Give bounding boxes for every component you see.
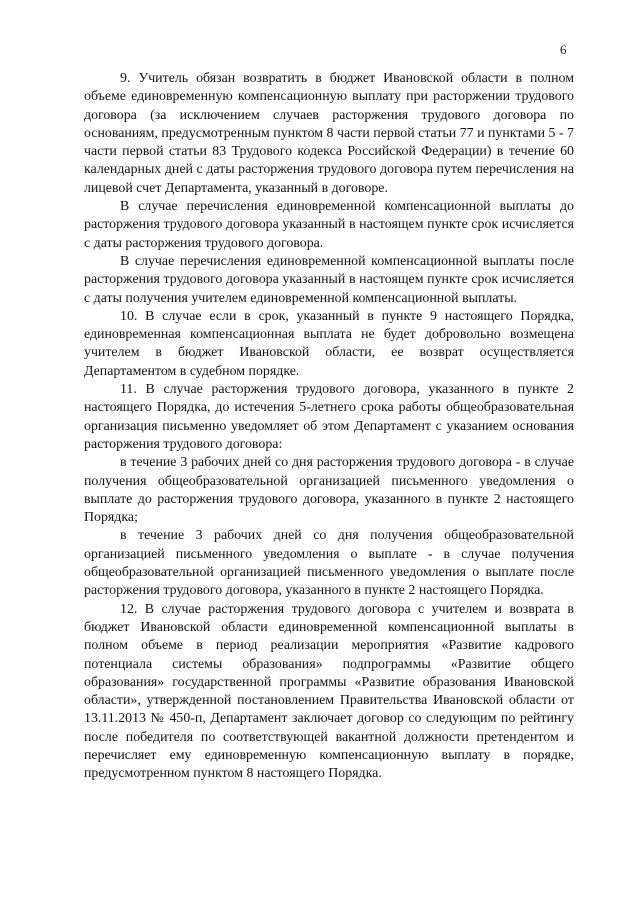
paragraph-12: 12. В случае расторжения трудового договора с учителем и возврата в бюджет Ивановской области единовременной компенсационной выплаты в полном объеме в период реализации мероприятия «Развитие кадрового потенциала системы образования» подпрограммы «Развитие общего образования» государственной программы «Развитие образования Ивановской области», утвержденной постановлением Правительства Ивановской области от 13.11.2013 № 450-п, Департамент заключает договор со следующим по рейтингу после победителя по соответствующей вакантной должности претендентом и перечисляет ему единовременную компенсационную выплату в порядке, предусмотренном пунктом 8 настоящего Порядка. (84, 601, 574, 782)
paragraph-9-transfer-after: В случае перечисления единовременной компенсационной выплаты после расторжения трудового договора указанный в настоящем пункте срок исчисляется с даты получения учителем единовременной компенсационной выплаты. (84, 253, 574, 306)
paragraph-9: 9. Учитель обязан возвратить в бюджет Ивановской области в полном объеме единовременную компенсационную выплату при расторжении трудового договора (за исключением случаев расторжения трудового договора по основаниям, предусмотренным пунктом 8 части первой статьи 77 и пунктами 5 - 7 части первой статьи 83 Трудового кодекса Российской Федерации) в течение 60 календарных дней с даты расторжения трудового договора путем перечисления на лицевой счет Департамента, указанный в договоре. (84, 71, 574, 196)
paragraph-9-transfer-before: В случае перечисления единовременной компенсационной выплаты до расторжения трудового договора указанный в настоящем пункте срок исчисляется с даты расторжения трудового договора. (84, 199, 574, 251)
document-body (84, 70, 574, 784)
paragraph-11-term-2: в течение 3 рабочих дней со дня получения общеобразовательной организацией письменного уведомления о выплате - в случае получения общеобразовательной организацией письменного уведомления о выплате после расторжения трудового договора, указанного в пункте 2 настоящего Порядка. (84, 528, 574, 599)
paragraph-10: 10. В случае если в срок, указанный в пункте 9 настоящего Порядка, единовременная компенсационная выплата не будет добровольно возмещена учителем в бюджет Ивановской области, ее возврат осуществляется Департаментом в судебном порядке. (84, 308, 574, 379)
paragraph-11: 11. В случае расторжения трудового договора, указанного в пункте 2 настоящего Порядка, до истечения 5-летнего срока работы общеобразовательная организация письменно уведомляет об этом Департамент с указанием основания расторжения трудового договора: (84, 382, 574, 452)
page-number: 6 (560, 42, 567, 57)
paragraph-11-term-1: в течение 3 рабочих дней со дня расторжения трудового договора - в случае получения общеобразовательной организацией письменного уведомления о выплате до расторжения трудового договора, указанного в пункте 2 настоящего Порядка; (84, 455, 574, 526)
